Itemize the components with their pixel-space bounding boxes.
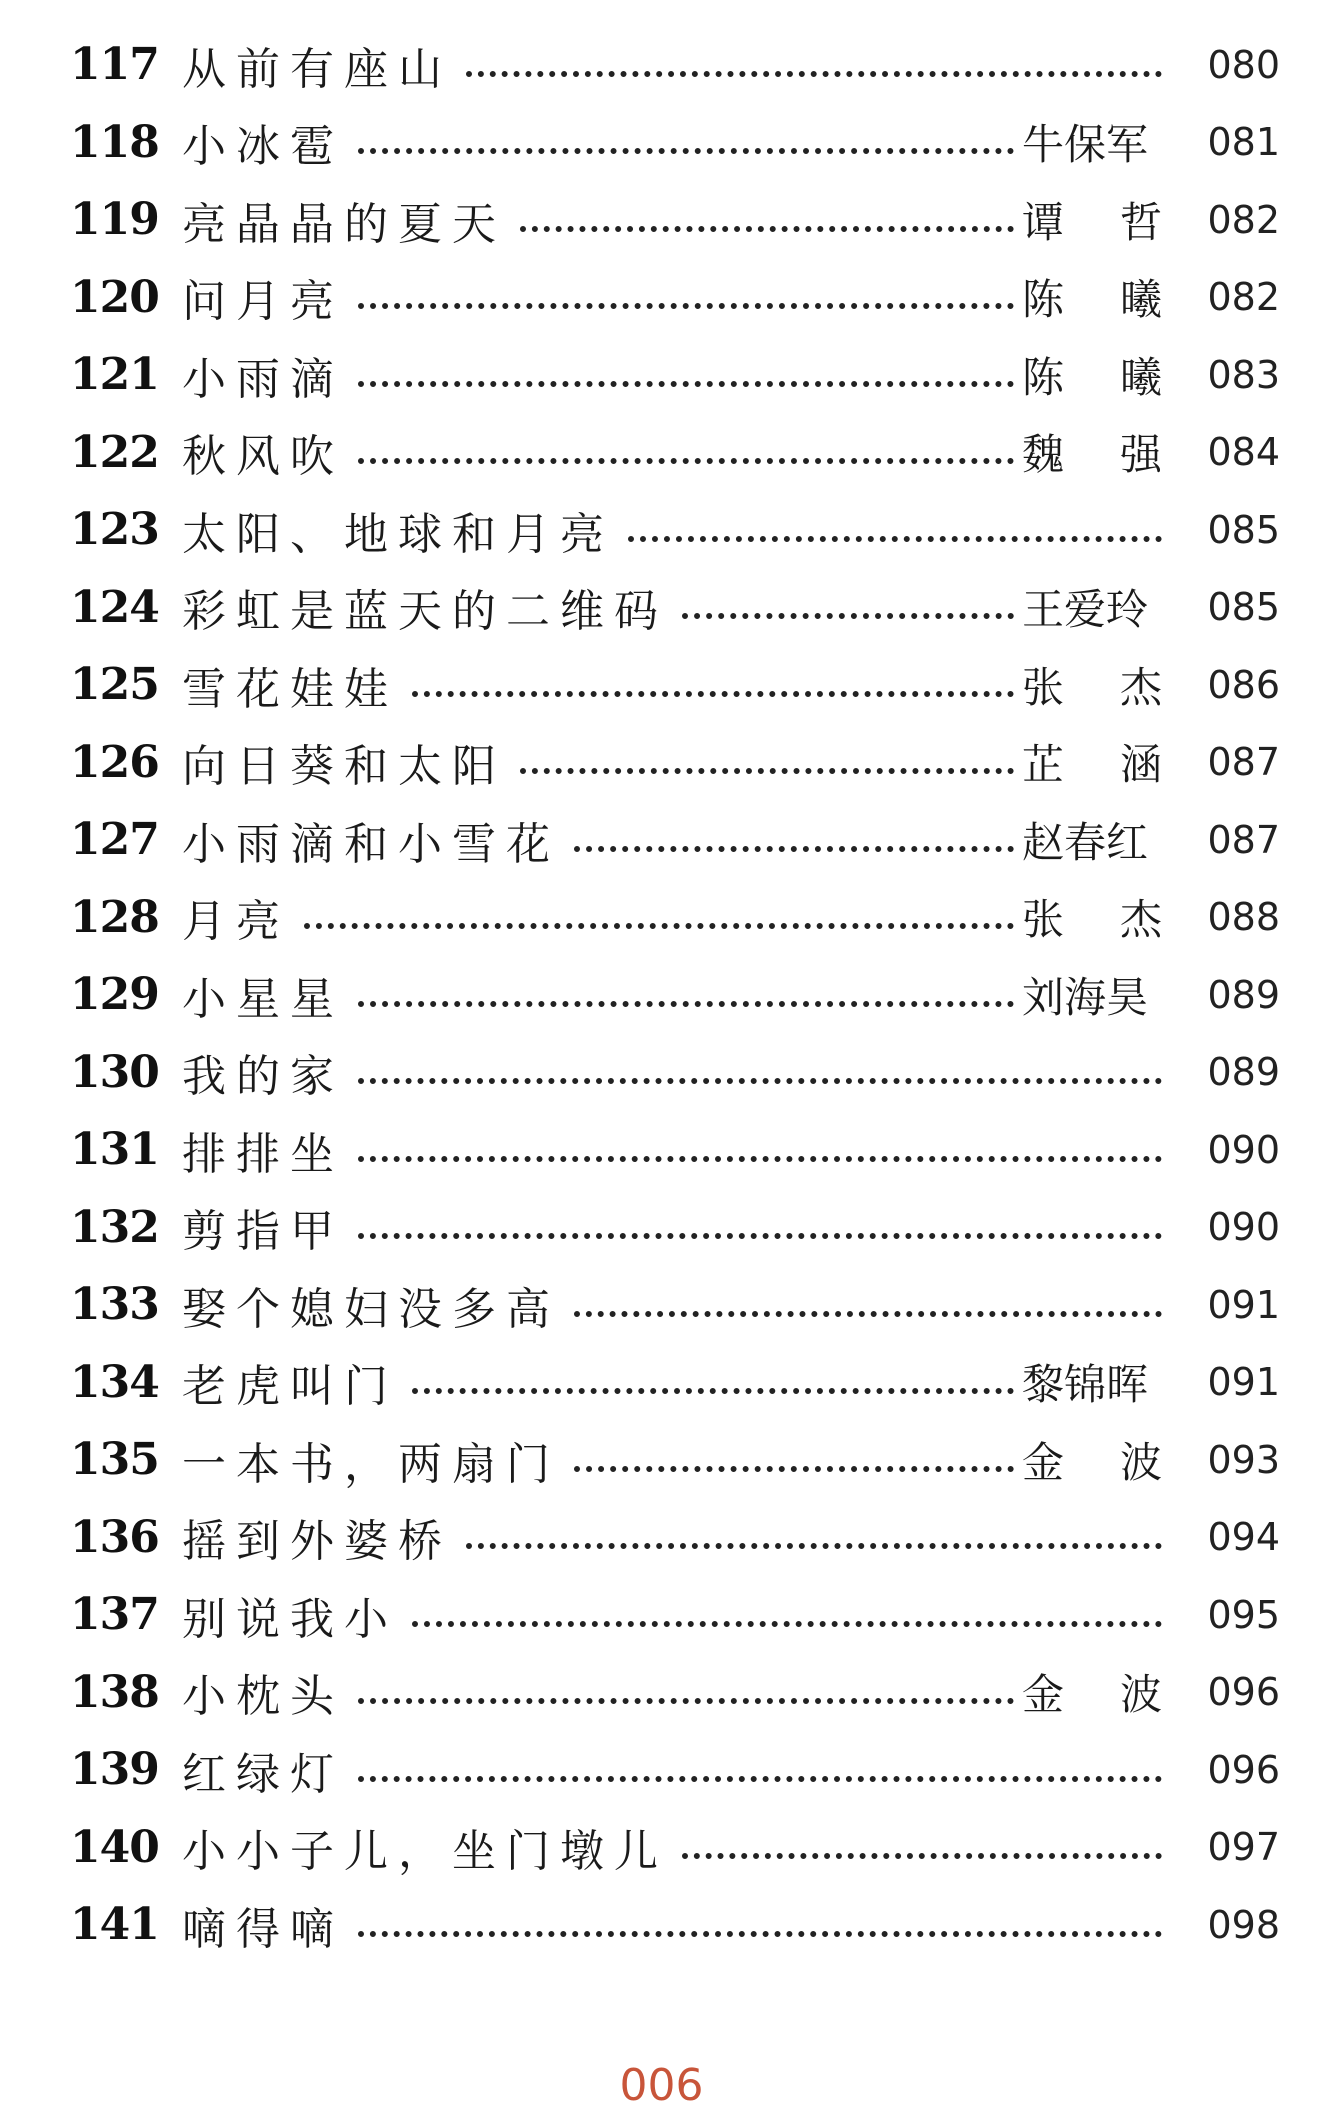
dot-leader [358, 1776, 1162, 1782]
entry-page-number: 087 [1207, 817, 1280, 862]
entry-page-number: 082 [1207, 197, 1280, 242]
toc-entry[interactable] [70, 1111, 1280, 1189]
entry-number: 128 [70, 891, 159, 943]
entry-page-number: 086 [1207, 662, 1280, 707]
entry-page-number: 081 [1207, 120, 1280, 165]
entry-page-number: 097 [1207, 1825, 1280, 1870]
toc-entry[interactable] [70, 1731, 1280, 1809]
entry-title: 太阳、地球和月亮 [182, 508, 614, 560]
entry-title: 嘀得嘀 [182, 1903, 344, 1955]
entry-number: 129 [70, 969, 159, 1021]
entry-title: 小冰雹 [182, 121, 344, 173]
toc-entry[interactable] [70, 26, 1280, 104]
toc-entry[interactable] [70, 801, 1280, 879]
entry-page-number: 095 [1207, 1592, 1280, 1637]
entry-number: 126 [70, 736, 159, 788]
entry-page-number: 096 [1207, 1747, 1280, 1792]
entry-author: 金 波 [1022, 1437, 1162, 1487]
entry-title: 问月亮 [182, 276, 344, 328]
entry-page-number: 084 [1207, 430, 1280, 475]
entry-author: 刘海昊 [1022, 972, 1149, 1022]
toc-entry[interactable] [70, 1654, 1280, 1732]
entry-title: 小枕头 [182, 1671, 344, 1723]
entry-title: 彩虹是蓝天的二维码 [182, 586, 668, 638]
toc-entry[interactable] [70, 1034, 1280, 1112]
dot-leader [466, 71, 1162, 77]
entry-number: 136 [70, 1511, 159, 1563]
entry-title: 一本书，两扇门 [182, 1438, 560, 1490]
entry-page-number: 089 [1207, 1050, 1280, 1095]
entry-page-number: 090 [1207, 1127, 1280, 1172]
toc-entry[interactable] [70, 1886, 1280, 1964]
entry-number: 122 [70, 426, 159, 478]
dot-leader [358, 458, 1014, 464]
dot-leader [412, 1388, 1014, 1394]
dot-leader [628, 536, 1162, 542]
entry-author: 王爱玲 [1022, 585, 1149, 635]
entry-page-number: 096 [1207, 1670, 1280, 1715]
toc-entry[interactable] [70, 259, 1280, 337]
entry-number: 123 [70, 504, 159, 556]
entry-author: 黎锦晖 [1022, 1360, 1149, 1410]
entry-number: 119 [70, 194, 159, 246]
toc-entry[interactable] [70, 724, 1280, 802]
entry-page-number: 082 [1207, 275, 1280, 320]
entry-number: 132 [70, 1201, 159, 1253]
toc-entry[interactable] [70, 569, 1280, 647]
entry-title: 向日葵和太阳 [182, 741, 506, 793]
dot-leader [358, 148, 1014, 154]
entry-title: 我的家 [182, 1051, 344, 1103]
entry-title: 娶个媳妇没多高 [182, 1283, 560, 1335]
entry-page-number: 083 [1207, 352, 1280, 397]
entry-number: 118 [70, 116, 159, 168]
dot-leader [412, 691, 1014, 697]
dot-leader [358, 1156, 1162, 1162]
toc-entry[interactable] [70, 646, 1280, 724]
dot-leader [466, 1543, 1162, 1549]
toc-entry[interactable] [70, 879, 1280, 957]
dot-leader [358, 1931, 1162, 1937]
dot-leader [574, 1466, 1014, 1472]
entry-author: 牛保军 [1022, 120, 1149, 170]
entry-page-number: 093 [1207, 1437, 1280, 1482]
dot-leader [520, 768, 1014, 774]
page-number-footer: 006 [619, 2060, 704, 2111]
toc-entry[interactable] [70, 336, 1280, 414]
entry-page-number: 091 [1207, 1282, 1280, 1327]
entry-page-number: 098 [1207, 1902, 1280, 1947]
entry-author: 张 杰 [1022, 895, 1162, 945]
entry-number: 130 [70, 1046, 159, 1098]
toc-entry[interactable] [70, 1266, 1280, 1344]
entry-title: 小小子儿，坐门墩儿 [182, 1826, 668, 1878]
entry-title: 老虎叫门 [182, 1361, 398, 1413]
entry-page-number: 087 [1207, 740, 1280, 785]
entry-number: 134 [70, 1356, 159, 1408]
toc-entry[interactable] [70, 1809, 1280, 1887]
entry-title: 亮晶晶的夏天 [182, 198, 506, 250]
entry-title: 雪花娃娃 [182, 663, 398, 715]
table-of-contents [70, 26, 1280, 1964]
dot-leader [520, 226, 1014, 232]
entry-number: 133 [70, 1279, 159, 1331]
entry-page-number: 080 [1207, 42, 1280, 87]
entry-author: 谭 哲 [1022, 197, 1162, 247]
entry-number: 138 [70, 1666, 159, 1718]
entry-author: 张 杰 [1022, 662, 1162, 712]
dot-leader [304, 923, 1014, 929]
entry-title: 秋风吹 [182, 431, 344, 483]
toc-entry[interactable] [70, 1344, 1280, 1422]
entry-number: 121 [70, 349, 159, 401]
entry-title: 小星星 [182, 973, 344, 1025]
toc-entry[interactable] [70, 1189, 1280, 1267]
entry-page-number: 090 [1207, 1205, 1280, 1250]
entry-page-number: 089 [1207, 972, 1280, 1017]
entry-number: 124 [70, 581, 159, 633]
entry-title: 从前有座山 [182, 43, 452, 95]
entry-number: 120 [70, 271, 159, 323]
entry-number: 127 [70, 814, 159, 866]
entry-title: 红绿灯 [182, 1748, 344, 1800]
dot-leader [358, 381, 1014, 387]
toc-entry[interactable] [70, 104, 1280, 182]
entry-title: 排排坐 [182, 1128, 344, 1180]
dot-leader [682, 613, 1014, 619]
entry-number: 131 [70, 1124, 159, 1176]
entry-page-number: 091 [1207, 1360, 1280, 1405]
dot-leader [682, 1853, 1162, 1859]
entry-number: 135 [70, 1434, 159, 1486]
entry-number: 117 [70, 39, 159, 91]
dot-leader [412, 1621, 1162, 1627]
dot-leader [358, 303, 1014, 309]
entry-author: 陈 曦 [1022, 352, 1162, 402]
entry-number: 140 [70, 1821, 159, 1873]
entry-title: 月亮 [182, 896, 290, 948]
toc-entry[interactable] [70, 956, 1280, 1034]
entry-title: 剪指甲 [182, 1206, 344, 1258]
entry-page-number: 085 [1207, 507, 1280, 552]
dot-leader [358, 1233, 1162, 1239]
dot-leader [574, 846, 1014, 852]
toc-entry[interactable] [70, 1499, 1280, 1577]
entry-title: 摇到外婆桥 [182, 1516, 452, 1568]
dot-leader [358, 1698, 1014, 1704]
entry-title: 小雨滴 [182, 353, 344, 405]
entry-author: 陈 曦 [1022, 275, 1162, 325]
entry-page-number: 085 [1207, 585, 1280, 630]
entry-number: 137 [70, 1589, 159, 1641]
dot-leader [358, 1078, 1162, 1084]
toc-entry[interactable] [70, 491, 1280, 569]
toc-entry[interactable] [70, 414, 1280, 492]
toc-entry[interactable] [70, 181, 1280, 259]
toc-entry[interactable] [70, 1421, 1280, 1499]
entry-author: 赵春红 [1022, 817, 1149, 867]
entry-number: 141 [70, 1899, 159, 1951]
entry-author: 芷 涵 [1022, 740, 1162, 790]
entry-page-number: 088 [1207, 895, 1280, 940]
entry-author: 金 波 [1022, 1670, 1162, 1720]
dot-leader [358, 1001, 1014, 1007]
entry-number: 139 [70, 1744, 159, 1796]
entry-author: 魏 强 [1022, 430, 1162, 480]
entry-page-number: 094 [1207, 1515, 1280, 1560]
toc-entry[interactable] [70, 1576, 1280, 1654]
entry-number: 125 [70, 659, 159, 711]
entry-title: 别说我小 [182, 1593, 398, 1645]
dot-leader [574, 1311, 1162, 1317]
entry-title: 小雨滴和小雪花 [182, 818, 560, 870]
